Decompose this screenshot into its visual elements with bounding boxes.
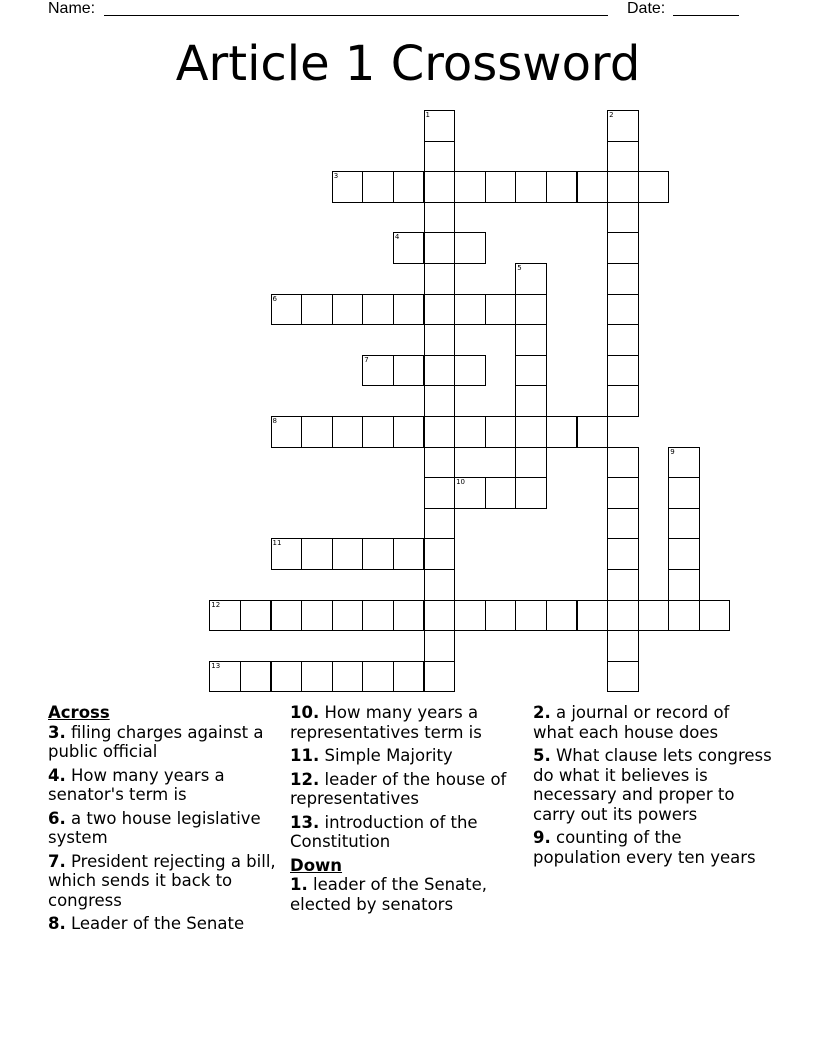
clue-number: 3 (333, 172, 339, 181)
clue-item (290, 875, 522, 914)
crossword-cell[interactable] (424, 630, 456, 662)
crossword-cell[interactable] (424, 171, 456, 203)
crossword-cell[interactable] (424, 263, 456, 295)
crossword-cell[interactable] (577, 416, 609, 448)
crossword-cell[interactable] (607, 141, 639, 173)
clue-item-text: leader of the Senate, elected by senators (290, 875, 488, 914)
clue-item-text: President rejecting a bill, which sends it back to congress (48, 851, 276, 910)
crossword-cell[interactable] (515, 385, 547, 417)
crossword-cell[interactable] (515, 171, 547, 203)
crossword-cell[interactable] (362, 171, 394, 203)
crossword-cell[interactable] (362, 600, 394, 632)
crossword-cell[interactable] (485, 600, 517, 632)
crossword-cell[interactable] (301, 538, 333, 570)
clue-item (533, 828, 773, 867)
crossword-cell[interactable] (607, 538, 639, 570)
crossword-cell[interactable] (607, 263, 639, 295)
crossword-cell[interactable] (332, 416, 364, 448)
crossword-cell[interactable] (209, 600, 241, 632)
crossword-cell[interactable] (485, 171, 517, 203)
crossword-cell[interactable] (424, 447, 456, 479)
crossword-cell[interactable] (424, 569, 456, 601)
crossword-cell[interactable] (515, 263, 547, 295)
crossword-cell[interactable] (424, 385, 456, 417)
crossword-cell[interactable] (668, 600, 700, 632)
crossword-cell[interactable] (515, 600, 547, 632)
crossword-cell[interactable] (668, 569, 700, 601)
crossword-cell[interactable] (668, 477, 700, 509)
crossword-cell[interactable] (424, 202, 456, 234)
crossword-cell[interactable] (546, 416, 578, 448)
clue-item-text: What clause lets congress do what it believes is necessary and proper to carry out its powers (533, 746, 772, 824)
clue-item (290, 746, 522, 766)
clue-number: 2 (609, 111, 614, 119)
crossword-cell[interactable] (607, 569, 639, 601)
clue-number: 9 (670, 447, 675, 456)
crossword-cell[interactable] (301, 294, 333, 326)
clue-item-text: Leader of the Senate (65, 914, 245, 933)
clue-item-text: Simple Majority (319, 746, 453, 765)
clue-item-text: leader of the house of representatives (290, 769, 507, 808)
clue-section-heading: Down (290, 855, 343, 875)
clue-item-number: 3. (48, 722, 66, 742)
crossword-cell[interactable] (393, 232, 425, 264)
crossword-cell[interactable] (577, 171, 609, 203)
crossword-cell[interactable] (424, 294, 456, 326)
clues-column-1 (48, 703, 280, 938)
crossword-cell[interactable] (607, 477, 639, 509)
crossword-cell[interactable] (577, 600, 609, 632)
crossword-cell[interactable] (393, 538, 425, 570)
crossword-cell[interactable] (424, 141, 456, 173)
crossword-cell[interactable] (301, 416, 333, 448)
clue-number: 13 (211, 661, 221, 670)
crossword-cell[interactable] (485, 477, 517, 509)
clue-item-number: 4. (48, 765, 66, 785)
crossword-cell[interactable] (515, 324, 547, 356)
crossword-cell[interactable] (515, 416, 547, 448)
crossword-cell[interactable] (271, 600, 303, 632)
crossword-cell[interactable] (607, 630, 639, 662)
crossword-cell[interactable] (668, 508, 700, 540)
clue-item-text: counting of the population every ten years (533, 828, 756, 867)
crossword-cell[interactable] (607, 294, 639, 326)
clue-item-text: a two house legislative system (48, 808, 261, 847)
clue-number: 7 (364, 355, 369, 364)
clue-item-number: 10. (290, 703, 320, 722)
crossword-cell[interactable] (607, 171, 639, 203)
clue-number: 5 (517, 264, 522, 272)
crossword-cell[interactable] (638, 171, 670, 203)
clue-item-number: 12. (290, 769, 320, 789)
page-title: Article 1 Crossword (175, 36, 641, 92)
clue-number: 1 (425, 111, 430, 119)
crossword-cell[interactable] (546, 600, 578, 632)
clue-item (290, 813, 522, 852)
clue-number: 6 (272, 294, 277, 303)
crossword-cell[interactable] (362, 538, 394, 570)
clue-section-heading: Across (48, 703, 110, 722)
clue-item-number: 11. (290, 746, 320, 765)
crossword-cell[interactable] (424, 538, 456, 570)
crossword-cell[interactable] (209, 661, 241, 693)
crossword-cell[interactable] (607, 508, 639, 540)
crossword-cell[interactable] (668, 538, 700, 570)
crossword-cell[interactable] (607, 661, 639, 693)
crossword-cell[interactable] (607, 324, 639, 356)
clue-item-number: 8. (48, 914, 66, 933)
crossword-cell[interactable] (515, 477, 547, 509)
clue-item-number: 6. (48, 808, 66, 828)
crossword-cell[interactable] (240, 600, 272, 632)
crossword-cell[interactable] (454, 294, 486, 326)
clue-item (48, 852, 280, 911)
clue-item (48, 809, 280, 848)
crossword-cell[interactable] (271, 661, 303, 693)
crossword-cell[interactable] (240, 661, 272, 693)
crossword-cell[interactable] (362, 661, 394, 693)
crossword-cell[interactable] (607, 232, 639, 264)
clue-item (290, 770, 522, 809)
crossword-cell[interactable] (424, 355, 456, 387)
crossword-cell[interactable] (393, 171, 425, 203)
clue-item-text: introduction of the Constitution (290, 812, 478, 851)
clue-item-text: filing charges against a public official (48, 722, 264, 761)
crossword-cell[interactable] (607, 447, 639, 479)
crossword-cell[interactable] (332, 171, 364, 203)
crossword-cell[interactable] (424, 232, 456, 264)
clue-item-number: 1. (290, 875, 308, 894)
clue-item (533, 746, 773, 824)
clue-number: 12 (211, 600, 221, 609)
crossword-cell[interactable] (271, 294, 303, 326)
clue-number: 11 (272, 539, 282, 548)
clue-item-number: 5. (533, 746, 551, 765)
clue-number: 10 (456, 478, 466, 487)
crossword-cell[interactable] (362, 294, 394, 326)
crossword-cell[interactable] (638, 600, 670, 632)
crossword-cell[interactable] (424, 600, 456, 632)
clue-number: 4 (394, 233, 400, 242)
crossword-cell[interactable] (393, 355, 425, 387)
crossword-cell[interactable] (515, 355, 547, 387)
clue-item-text: a journal or record of what each house does (533, 703, 730, 742)
crossword-cell[interactable] (515, 294, 547, 326)
clue-item (48, 723, 280, 762)
crossword-cell[interactable] (424, 508, 456, 540)
clue-number: 8 (272, 417, 277, 425)
crossword-cell[interactable] (271, 416, 303, 448)
clue-item-number: 9. (533, 828, 551, 847)
crossword-cell[interactable] (301, 600, 333, 632)
crossword-cell[interactable] (332, 661, 364, 693)
crossword-cell[interactable] (607, 385, 639, 417)
clue-item-text: How many years a representatives term is (290, 703, 482, 742)
crossword-cell[interactable] (454, 171, 486, 203)
crossword-cell[interactable] (301, 661, 333, 693)
crossword-cell[interactable] (454, 232, 486, 264)
crossword-cell[interactable] (607, 110, 639, 142)
crossword-cell[interactable] (607, 355, 639, 387)
crossword-cell[interactable] (393, 294, 425, 326)
name-label: Name: (48, 0, 96, 17)
crossword-cell[interactable] (424, 110, 456, 142)
clue-item (533, 703, 773, 742)
clues-column-3 (533, 703, 773, 871)
crossword-cell[interactable] (485, 416, 517, 448)
clue-item-number: 13. (290, 812, 320, 832)
crossword-cell[interactable] (699, 600, 731, 632)
crossword-cell[interactable] (546, 171, 578, 203)
clue-item (48, 914, 280, 934)
crossword-cell[interactable] (424, 477, 456, 509)
crossword-cell[interactable] (362, 355, 394, 387)
crossword-cell[interactable] (424, 324, 456, 356)
clue-item-number: 2. (533, 703, 551, 722)
crossword-cell[interactable] (332, 294, 364, 326)
crossword-cell[interactable] (271, 538, 303, 570)
crossword-cell[interactable] (393, 416, 425, 448)
crossword-cell[interactable] (485, 294, 517, 326)
crossword-cell[interactable] (393, 600, 425, 632)
date-label: Date: (627, 0, 666, 17)
crossword-cell[interactable] (454, 477, 486, 509)
crossword-cell[interactable] (607, 202, 639, 234)
crossword-cell[interactable] (607, 600, 639, 632)
crossword-cell[interactable] (393, 661, 425, 693)
crossword-cell[interactable] (332, 600, 364, 632)
crossword-cell[interactable] (454, 416, 486, 448)
clue-item-number: 7. (48, 851, 66, 871)
crossword-cell[interactable] (454, 600, 486, 632)
clue-item (48, 766, 280, 805)
crossword-cell[interactable] (424, 416, 456, 448)
crossword-cell[interactable] (454, 355, 486, 387)
crossword-cell[interactable] (332, 538, 364, 570)
clue-item-text: How many years a senator's term is (48, 765, 225, 804)
clue-item (290, 703, 522, 742)
clues-column-2 (290, 703, 522, 918)
crossword-cell[interactable] (424, 661, 456, 693)
crossword-cell[interactable] (515, 447, 547, 479)
crossword-cell[interactable] (362, 416, 394, 448)
crossword-cell[interactable] (668, 447, 700, 479)
